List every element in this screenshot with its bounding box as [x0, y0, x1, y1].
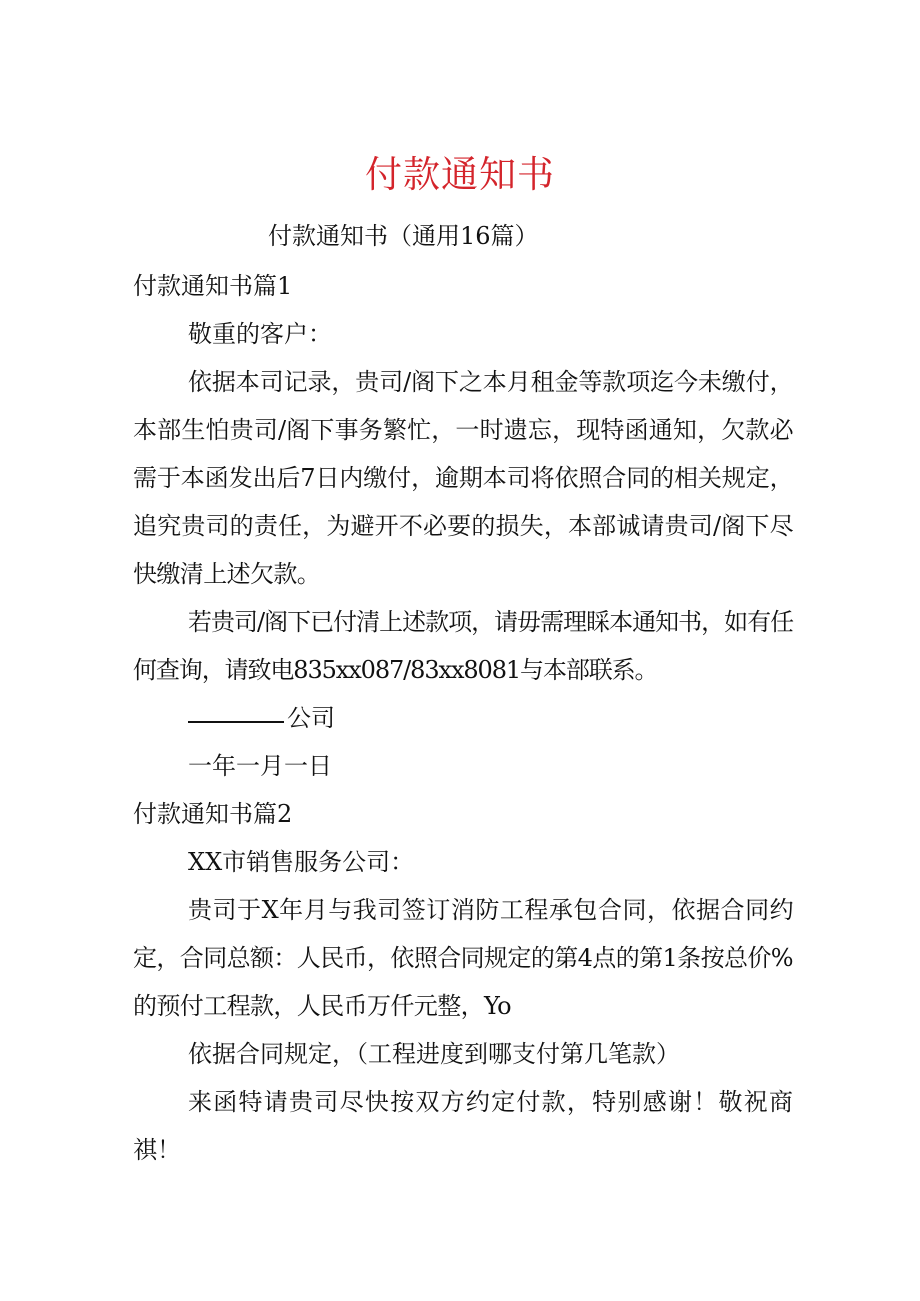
document-subtitle: 付款通知书（通用16篇） — [268, 222, 539, 250]
section-2-salutation: XX市销售服务公司： — [188, 848, 415, 876]
document-body — [133, 262, 793, 1174]
signature-blank-line — [188, 721, 284, 723]
section-2-paragraph-1: 贵司于X年月与我司签订消防工程承包合同，依据合同约定，合同总额：人民币，依照合同规定的第4点的第1条按总价%的预付工程款，人民币万仟元整，Yo — [133, 896, 793, 1020]
section-1-paragraph-1: 依据本司记录，贵司/阁下之本月租金等款项迄今未缴付，本部生怕贵司/阁下事务繁忙，一时遗忘，现特函通知，欠款必需于本函发出后7日内缴付，逾期本司将依照合同的相关规定，追究贵司的责任，为避开不必要的损失，本部诚请贵司/阁下尽快缴清上述欠款。 — [133, 368, 793, 588]
section-1-salutation: 敬重的客户： — [188, 320, 332, 348]
section-1-heading: 付款通知书篇1 — [133, 272, 293, 300]
section-1-paragraph-2: 若贵司/阁下已付清上述款项，请毋需理睬本通知书，如有任何查询，请致电835xx087/83xx8081与本部联系。 — [133, 608, 793, 684]
section-2-heading: 付款通知书篇2 — [133, 800, 293, 828]
section-1-date-line: 一年一月一日 — [188, 752, 332, 780]
document-title: 付款通知书 — [365, 153, 555, 196]
company-signature-suffix: 公司 — [287, 704, 335, 732]
section-2-paragraph-3: 来函特请贵司尽快按双方约定付款，特别感谢！敬祝商祺！ — [133, 1088, 793, 1164]
section-2-paragraph-2: 依据合同规定，（工程进度到哪支付第几笔款） — [188, 1040, 680, 1068]
company-signature-line — [133, 694, 793, 742]
